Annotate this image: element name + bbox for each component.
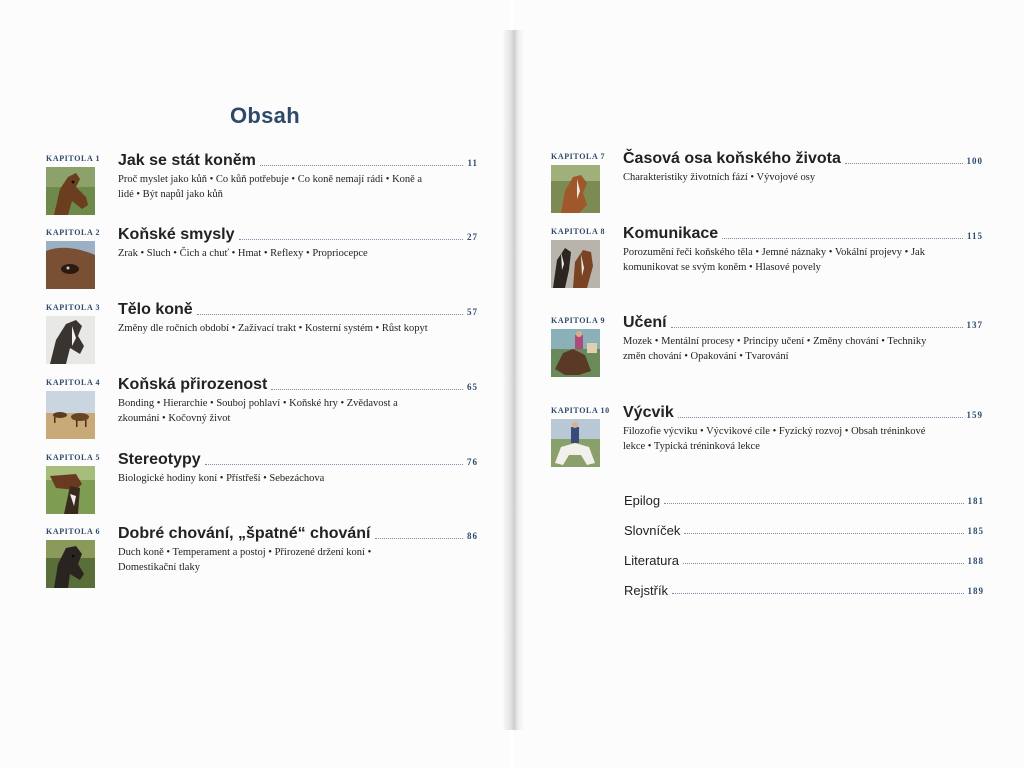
chapter-page-number: 57 xyxy=(467,307,478,317)
chapter-headline xyxy=(623,310,983,332)
extra-title: Literatura xyxy=(624,553,679,568)
chapter-headline xyxy=(623,221,983,243)
rider-training-photo xyxy=(551,329,600,377)
chapter-label: KAPITOLA 8 xyxy=(551,227,606,236)
chapter-title: Koňské smysly xyxy=(118,226,235,243)
foal-photo xyxy=(551,165,600,213)
chapter-title: Dobré chování, „špatné“ chování xyxy=(118,525,371,542)
horse-eye-photo xyxy=(46,241,95,289)
chapter-topics: Porozumění řeči koňského těla • Jemné náznaky • Vokální projevy • Jak komunikovat se svým koněm • Hlasové povely xyxy=(623,247,925,273)
chapter-headline xyxy=(623,400,983,422)
dot-leader xyxy=(205,464,463,465)
toc-entry-epilog[interactable] xyxy=(624,488,984,508)
chapter-headline xyxy=(118,447,478,469)
extra-page-number: 189 xyxy=(967,586,984,596)
horses-communicating-photo xyxy=(551,240,600,288)
chapter-topics: Charakteristiky životních fází • Vývojové osy xyxy=(623,172,816,183)
book-gutter xyxy=(502,30,524,730)
toc-entry-glossary[interactable] xyxy=(624,518,984,538)
chapter-title: Koňská přirozenost xyxy=(118,376,268,393)
chapter-headline xyxy=(118,148,478,170)
chapter-topics: Biologické hodiny koní • Přístřeší • Sebezáchova xyxy=(118,473,325,484)
dot-leader xyxy=(683,563,964,564)
chapter-topics: Bonding • Hierarchie • Souboj pohlaví • Koňské hry • Zvědavost a zkoumání • Kočovný život xyxy=(118,398,398,424)
chapter-headline xyxy=(118,372,478,394)
chapter-page-number: 137 xyxy=(966,320,983,330)
chapter-topics: Duch koně • Temperament a postoj • Přirozené držení koní • Domestikační tlaky xyxy=(118,547,372,573)
chapter-title: Komunikace xyxy=(623,225,719,242)
chapter-label: KAPITOLA 7 xyxy=(551,152,606,161)
chapter-label: KAPITOLA 9 xyxy=(551,316,606,325)
dot-leader xyxy=(845,163,963,164)
chapter-headline xyxy=(623,146,983,168)
chapter-title: Výcvik xyxy=(623,404,674,421)
chapter-headline xyxy=(118,297,478,319)
dot-leader xyxy=(672,593,963,594)
toc-entry-index[interactable] xyxy=(624,578,984,598)
toc-entry-literature[interactable] xyxy=(624,548,984,568)
chapter-page-number: 115 xyxy=(966,231,983,241)
dot-leader xyxy=(375,538,464,539)
horse-grass-photo xyxy=(46,466,95,514)
dot-leader xyxy=(197,314,463,315)
chapter-label: KAPITOLA 3 xyxy=(46,303,101,312)
extra-page-number: 185 xyxy=(967,526,984,536)
extra-title: Epilog xyxy=(624,493,661,508)
chapter-page-number: 86 xyxy=(467,531,478,541)
chapter-label: KAPITOLA 5 xyxy=(46,453,101,462)
chapter-topics: Mozek • Mentální procesy • Principy učení • Změny chování • Techniky změn chování • Opakování • Tvarování xyxy=(623,336,927,362)
chapter-page-number: 159 xyxy=(966,410,983,420)
chapter-title: Jak se stát koněm xyxy=(118,152,256,169)
right-page xyxy=(514,0,1024,768)
rider-white-horse-photo xyxy=(551,419,600,467)
chapter-title: Tělo koně xyxy=(118,301,193,318)
chapter-page-number: 65 xyxy=(467,382,478,392)
dot-leader xyxy=(722,238,963,239)
extra-page-number: 188 xyxy=(967,556,984,566)
horses-pasture-photo xyxy=(46,391,95,439)
extra-page-number: 181 xyxy=(967,496,984,506)
chapter-topics: Změny dle ročních období • Zažívací trakt • Kosterní systém • Růst kopyt xyxy=(118,323,428,334)
dot-leader xyxy=(678,417,963,418)
chapter-topics: Filozofie výcviku • Výcvikové cíle • Fyzický rozvoj • Obsah tréninkové lekce • Typická tréninková lekce xyxy=(623,426,926,452)
chapter-topics: Zrak • Sluch • Čich a chuť • Hmat • Reflexy • Propriocepce xyxy=(118,248,368,259)
chapter-headline xyxy=(118,222,478,244)
dot-leader xyxy=(271,389,463,390)
dot-leader xyxy=(684,533,963,534)
chapter-label: KAPITOLA 2 xyxy=(46,228,101,237)
chapter-title: Časová osa koňského života xyxy=(623,150,841,167)
chapter-label: KAPITOLA 4 xyxy=(46,378,101,387)
extra-title: Rejstřík xyxy=(624,583,669,598)
chapter-page-number: 27 xyxy=(467,232,478,242)
chapter-page-number: 11 xyxy=(467,158,478,168)
dot-leader xyxy=(671,327,963,328)
chapter-headline xyxy=(118,521,478,543)
chapter-page-number: 100 xyxy=(966,156,983,166)
chapter-label: KAPITOLA 6 xyxy=(46,527,101,536)
dot-leader xyxy=(239,239,463,240)
bay-horse-head-photo xyxy=(46,167,95,215)
black-horse-photo xyxy=(46,540,95,588)
chapter-title: Učení xyxy=(623,314,667,331)
dark-horse-photo xyxy=(46,316,95,364)
page-title: Obsah xyxy=(230,103,300,128)
extra-title: Slovníček xyxy=(624,523,681,538)
dot-leader xyxy=(664,503,963,504)
dot-leader xyxy=(260,165,464,166)
chapter-page-number: 76 xyxy=(467,457,478,467)
chapter-label: KAPITOLA 10 xyxy=(551,406,610,415)
chapter-title: Stereotypy xyxy=(118,451,201,468)
chapter-topics: Proč myslet jako kůň • Co kůň potřebuje • Co koně nemají rádi • Koně a lidé • Být napůl jako kůň xyxy=(118,174,423,200)
chapter-label: KAPITOLA 1 xyxy=(46,154,101,163)
